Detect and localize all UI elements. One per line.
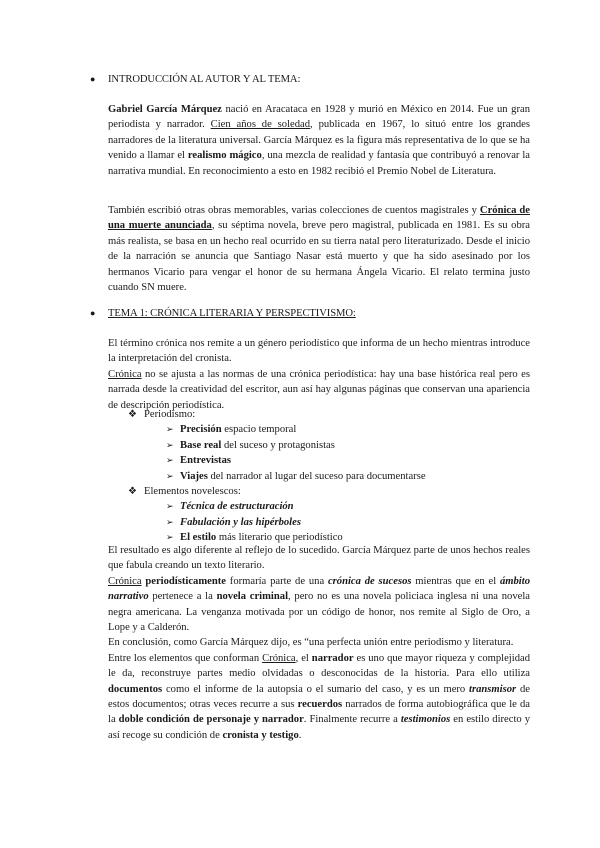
list-item (108, 422, 530, 437)
text: . (298, 729, 302, 741)
text: , pero no es una novela policiaca inglesa ni una novela negra americana. La venganza motivada por un código de honor, nos remite al Siglo de Oro, a Lope y a Calderón. (108, 591, 530, 634)
item-bold: Técnica de estructuración (180, 501, 294, 513)
list-group-label: Periodismo: (144, 409, 196, 420)
book-ref: Crónica (108, 575, 142, 587)
arrow-bullet-icon: ➢ (166, 455, 174, 466)
text: no se ajusta a las normas de una crónica periodística: hay una base histórica real pero es narrada desde la creatividad del escritor, aun así hay algunas páginas que conservan una apariencia de descripción periodística. (108, 368, 530, 411)
diamond-bullet-icon: ❖ (128, 485, 137, 497)
conclusion-paragraph: En conclusión, como García Márquez dijo, es “una perfecta unión entre periodismo y literatura. (108, 637, 514, 649)
text: de estos documentos; otras veces recurre a sus (108, 683, 530, 711)
arrow-bullet-icon: ➢ (166, 424, 174, 435)
text: También escribió otras obras memorables, varias colecciones de cuentos magistrales y (108, 205, 480, 216)
item-text: espacio temporal (221, 424, 297, 436)
text: es uno que mayor riqueza y complejidad le da, reconstruye partes medio olvidadas o desconocidas de la historia. Para ello utiliza (108, 652, 530, 680)
text: mientras que en el (411, 575, 500, 587)
bold-term: recuerdos (297, 699, 343, 711)
novel-title: Crónica de una muerte anunciada (108, 205, 530, 232)
item-bold: El estilo (180, 532, 217, 544)
bold-term: novela criminal (216, 591, 289, 603)
arrow-bullet-icon: ➢ (166, 439, 174, 450)
list-group-label: Elementos novelescos: (144, 485, 241, 497)
narrator-paragraph (108, 651, 530, 743)
list-item (108, 499, 530, 514)
item-bold: Viajes (180, 470, 208, 482)
list-item (108, 469, 530, 484)
bold-term: crónica de sucesos (327, 575, 412, 587)
arrow-bullet-icon: ➢ (166, 516, 174, 527)
text: narrados de forma autobiográfica que le da la (108, 699, 530, 726)
item-text: más literario que periodístico (216, 532, 343, 544)
text: , una mezcla de realidad y fantasía que contribuyó a renovar la narrativa mundial. En reconocimiento a esto en 1982 recibió el Premio Nobel de Literatura. (108, 150, 531, 177)
text: . Finalmente recurre a (303, 714, 401, 726)
bullet-icon: ● (90, 308, 96, 318)
list-group-novelescos (108, 484, 530, 499)
bold-term: ámbito narrativo (108, 575, 530, 603)
bold-term: narrador (311, 652, 354, 664)
item-bold: Base real (180, 439, 222, 451)
list-item (108, 515, 530, 530)
list-item (108, 453, 530, 468)
arrow-bullet-icon: ➢ (166, 470, 174, 481)
genre-paragraph (108, 574, 530, 636)
intro-paragraph (108, 102, 530, 179)
bold-term: cronista y testigo (222, 729, 299, 741)
item-bold: Fabulación y las hipérboles (180, 516, 301, 528)
works-paragraph (108, 203, 530, 295)
text: , su séptima novela, breve pero magistral, publicada en 1981. Es su obra más realista, se basa en un hecho real ocurrido en su tierra natal pero literaturizado. Desde el inicio de la narración se anuncia que Santiago Nasar está muerto y que ha sido asesinado por los hermanos Vicario para vengar el honor de su hermana Ángela Vicario. El relato termina justo cuando SN muere. (108, 220, 530, 294)
item-bold: Precisión (180, 424, 222, 436)
text: nació en Aracataca en 1928 y murió en México en 2014. Fue un gran periodista y narrador. (108, 104, 531, 131)
diamond-bullet-icon: ❖ (128, 409, 137, 420)
item-bold: Entrevistas (180, 455, 232, 467)
arrow-bullet-icon: ➢ (166, 532, 174, 543)
book-ref: Crónica (108, 368, 142, 380)
bold-term: transmisor (469, 683, 517, 695)
result-paragraph: El resultado es algo diferente al reflejo de lo sucedido. García Márquez parte de unos hechos reales que fabula creando un texto literario. (108, 545, 530, 572)
bullet-icon: ● (90, 74, 96, 84)
book-title: Cien años de soledad (210, 119, 311, 131)
heading-text: INTRODUCCIÓN AL AUTOR Y AL TEMA: (108, 74, 301, 85)
bold-term: periodísticamente (145, 575, 226, 587)
item-text: del suceso y protagonistas (221, 439, 335, 451)
features-list (108, 407, 530, 546)
text: formaría parte de una (225, 575, 328, 587)
arrow-bullet-icon: ➢ (166, 501, 174, 512)
bold-term: testimonios (400, 714, 451, 726)
tema-paragraphs (108, 336, 530, 413)
text: como el informe de la autopsia o el sumario del caso, y es un mero (162, 683, 470, 695)
realismo-magico: realismo mágico (187, 150, 262, 162)
list-group-periodismo (108, 407, 530, 422)
bold-term: documentos (108, 683, 163, 695)
item-text: del narrador al lugar del suceso para documentarse (207, 470, 426, 482)
heading-text: TEMA 1: CRÓNICA LITERARIA Y PERSPECTIVISMO: (108, 308, 356, 319)
list-item (108, 438, 530, 453)
text: , publicada en 1967, lo situó entre los grandes narradores de la literatura universal. García Márquez es la figura más representativa de lo que se ha venido a llamar el (108, 119, 530, 162)
text: Entre los elementos que conforman (108, 652, 263, 664)
text: pertenece a la (148, 591, 217, 603)
text: en estilo directo y así recoge su condición de (108, 714, 530, 741)
text: , el (295, 652, 312, 664)
author-name: Gabriel García Márquez (108, 104, 222, 115)
book-ref: Crónica (262, 652, 296, 664)
tema-p1: El término crónica nos remite a un género periodístico que informa de un hecho mientras introduce la interpretación del cronista. (108, 338, 530, 365)
conclusion-paragraphs (108, 543, 530, 743)
bold-term: doble condición de personaje y narrador (118, 714, 304, 726)
